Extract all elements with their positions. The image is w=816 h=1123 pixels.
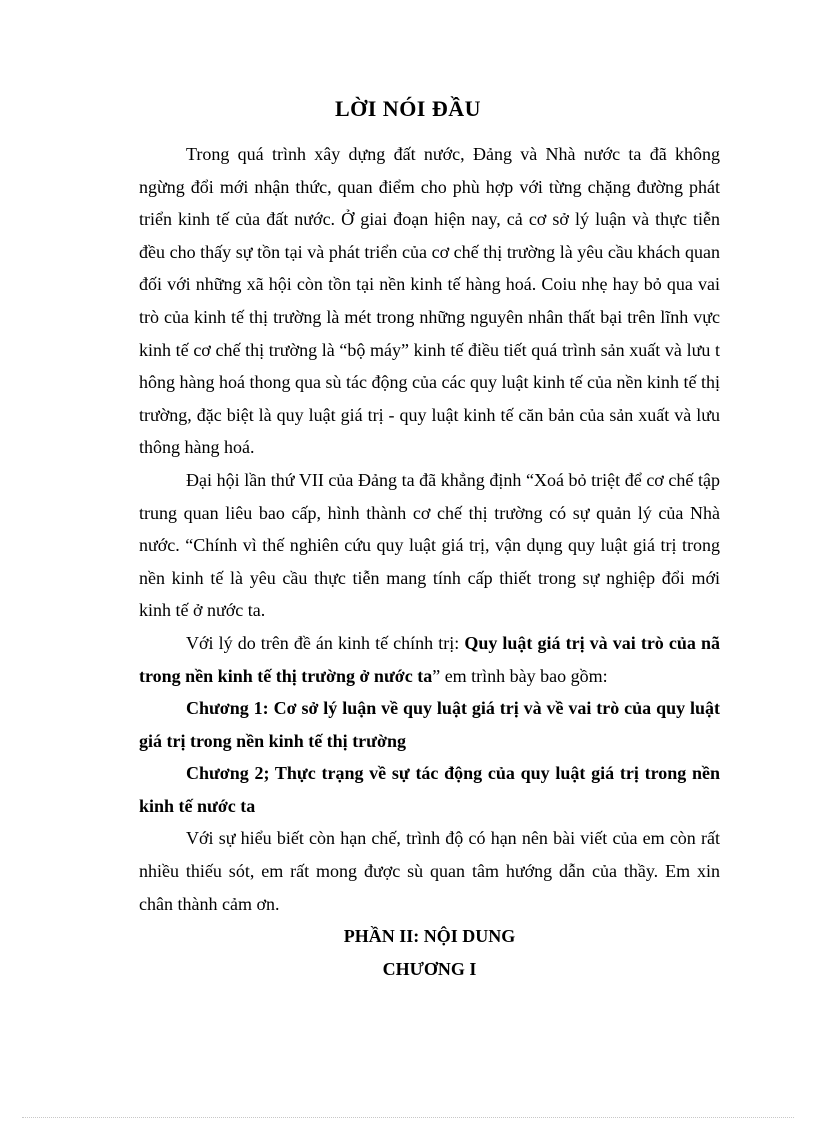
paragraph-intro: Trong quá trình xây dựng đất nước, Đảng và Nhà nước ta đã không ngừng đổi mới nhận thức, quan điểm cho phù hợp với từng chặng đường phát triển kinh tế của đất nước. Ở giai đoạn hiện nay, cả cơ sở lý luận và thực tiễn đều cho thấy sự tồn tại và phát triển của cơ chế thị trường là yêu cầu khách quan đối với những xã hội còn tồn tại nền kinh tế hàng hoá. Coiu nhẹ hay bỏ qua vai trò của kinh tế thị trường là mét trong những nguyên nhân thất bại trên lĩnh vực kinh tế cơ chế thị trường là “bộ máy” kinh tế điều tiết quá trình sản xuất và lưu t hông hàng hoá thong qua sù tác động của các quy luật kinh tế của nền kinh tế thị trường, đặc biệt là quy luật giá trị - quy luật kinh tế căn bản của sản xuất và lưu thông hàng hoá. xyxy=(139,144,720,458)
section-heading: PHẦN II: NỘI DUNG xyxy=(343,926,516,947)
document-body xyxy=(139,138,720,985)
chapter-2-outline: Chương 2; Thực trạng về sự tác động của quy luật giá trị trong nền kinh tế nước ta xyxy=(139,763,720,816)
page-title: LỜI NÓI ĐẦU xyxy=(334,96,482,121)
paragraph-congress: Đại hội lần thứ VII của Đảng ta đã khẳng định “Xoá bỏ triệt để cơ chế tập trung quan liêu bao cấp, hình thành cơ chế thị trường có sự quản lý của Nhà nước. “Chính vì thế nghiên cứu quy luật giá trị, vận dụng quy luật giá trị trong nền kinh tế là yêu cầu thực tiễn mang tính cấp thiết trong sự nghiệp đổi mới kinh tế ở nước ta. xyxy=(139,469,720,621)
topic-intro-text: Với lý do trên đề án kinh tế chính trị: xyxy=(186,632,465,653)
topic-end-text: ” em trình bày bao gồm: xyxy=(432,665,608,686)
paragraph-topic xyxy=(139,627,720,692)
topic-title: Quy luật giá trị và vai trò của nã trong nền kinh tế thị trường ở nước ta xyxy=(139,632,720,686)
chapter-1-outline: Chương 1: Cơ sở lý luận về quy luật giá trị và về vai trò của quy luật giá trị trong nền kinh tế thị trường xyxy=(139,698,720,751)
chapter-heading: CHƯƠNG I xyxy=(382,958,477,979)
page-bottom-divider xyxy=(22,1117,794,1118)
paragraph-closing: Với sự hiểu biết còn hạn chế, trình độ có hạn nên bài viết của em còn rất nhiều thiếu sót, em rất mong được sù quan tâm hướng dẫn của thầy. Em xin chân thành cảm ơn. xyxy=(139,828,720,914)
